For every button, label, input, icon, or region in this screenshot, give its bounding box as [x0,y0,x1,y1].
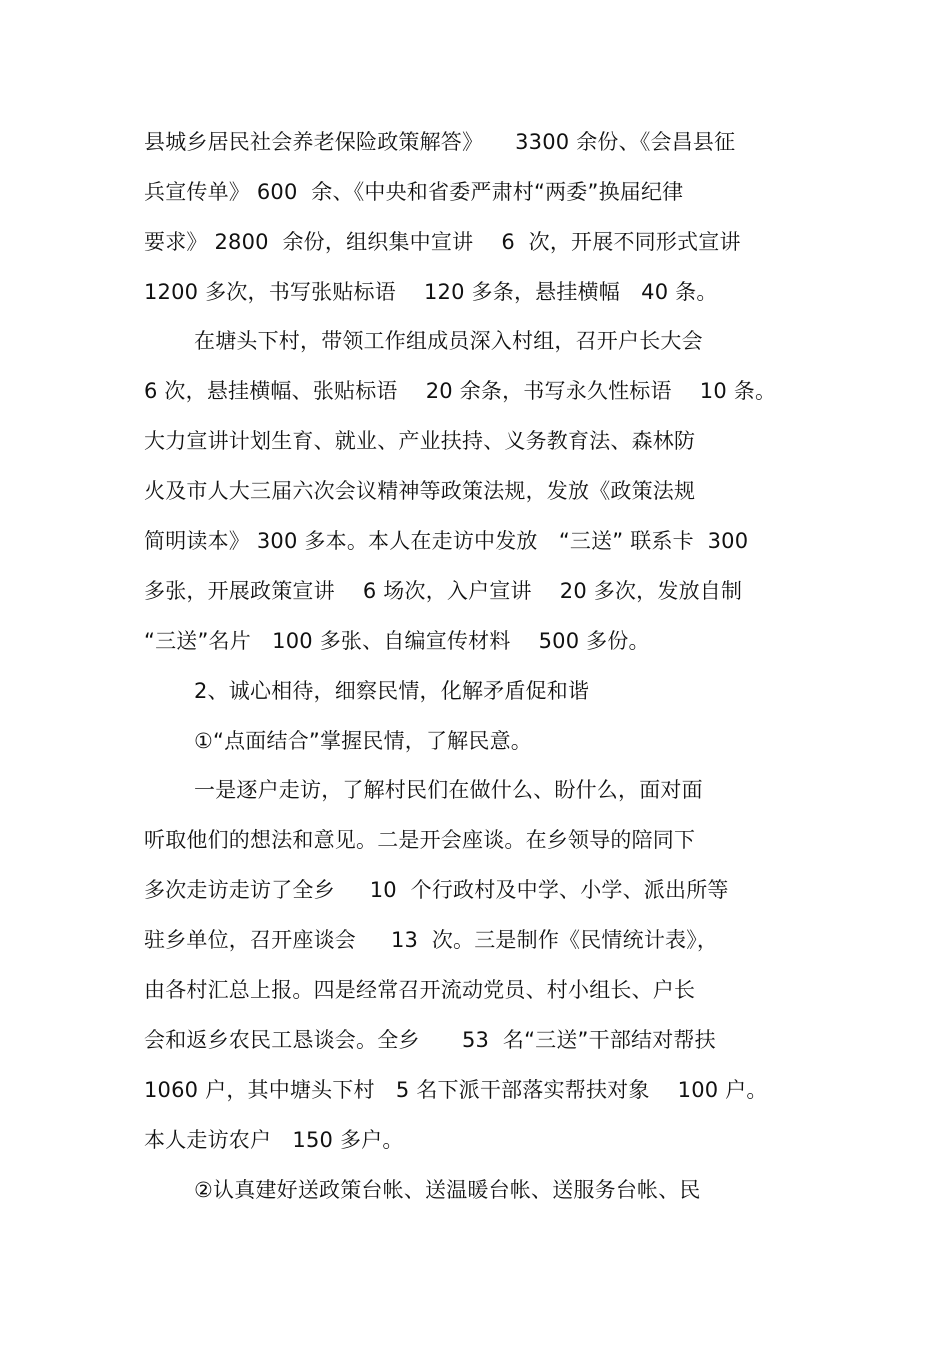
text-line: 兵宣传单》 600 余、《中央和省委严肃村“两委”换届纪律 [144,180,684,204]
text-line: 多张，开展政策宣讲 6 场次，入户宣讲 20 多次，发放自制 [144,579,743,603]
text-line: 火及市人大三届六次会议精神等政策法规，发放《政策法规 [144,479,696,503]
text-line: 本人走访农户 150 多户。 [144,1128,404,1152]
subsection-heading: ①“点面结合”掌握民情，了解民意。 [194,729,532,753]
subsection-heading: ②认真建好送政策台帐、送温暖台帐、送服务台帐、民 [194,1178,701,1202]
paragraph-first-line: 在塘头下村，带领工作组成员深入村组，召开户长大会 [194,329,703,353]
text-line: 6 次，悬挂横幅、张贴标语 20 余条，书写永久性标语 10 条。 [144,379,777,403]
text-line: 简明读本》 300 多本。本人在走访中发放 “三送” 联系卡 300 [144,529,749,553]
paragraph-first-line: 一是逐户走访，了解村民们在做什么、盼什么，面对面 [194,778,703,802]
section-heading: 2、诚心相待，细察民情，化解矛盾促和谐 [194,679,590,703]
text-line: 听取他们的想法和意见。二是开会座谈。在乡领导的陪同下 [144,828,696,852]
text-line: 会和返乡农民工恳谈会。全乡 53 名“三送”干部结对帮扶 [144,1028,716,1052]
text-line: 县城乡居民社会养老保险政策解答》 3300 余份、《会昌县征 [144,130,736,154]
text-line: 驻乡单位，召开座谈会 13 次。三是制作《民情统计表》， [144,928,719,952]
text-line: 由各村汇总上报。四是经常召开流动党员、村小组长、户长 [144,978,696,1002]
text-line: 1200 多次，书写张贴标语 120 多条，悬挂横幅 40 条。 [144,280,718,304]
text-line: 要求》 2800 余份，组织集中宣讲 6 次，开展不同形式宣讲 [144,230,741,254]
text-line: “三送”名片 100 多张、自编宣传材料 500 多份。 [144,629,650,653]
text-line: 多次走访走访了全乡 10 个行政村及中学、小学、派出所等 [144,878,729,902]
text-line: 大力宣讲计划生育、就业、产业扶持、义务教育法、森林防 [144,429,696,453]
text-line: 1060 户，其中塘头下村 5 名下派干部落实帮扶对象 100 户。 [144,1078,768,1102]
